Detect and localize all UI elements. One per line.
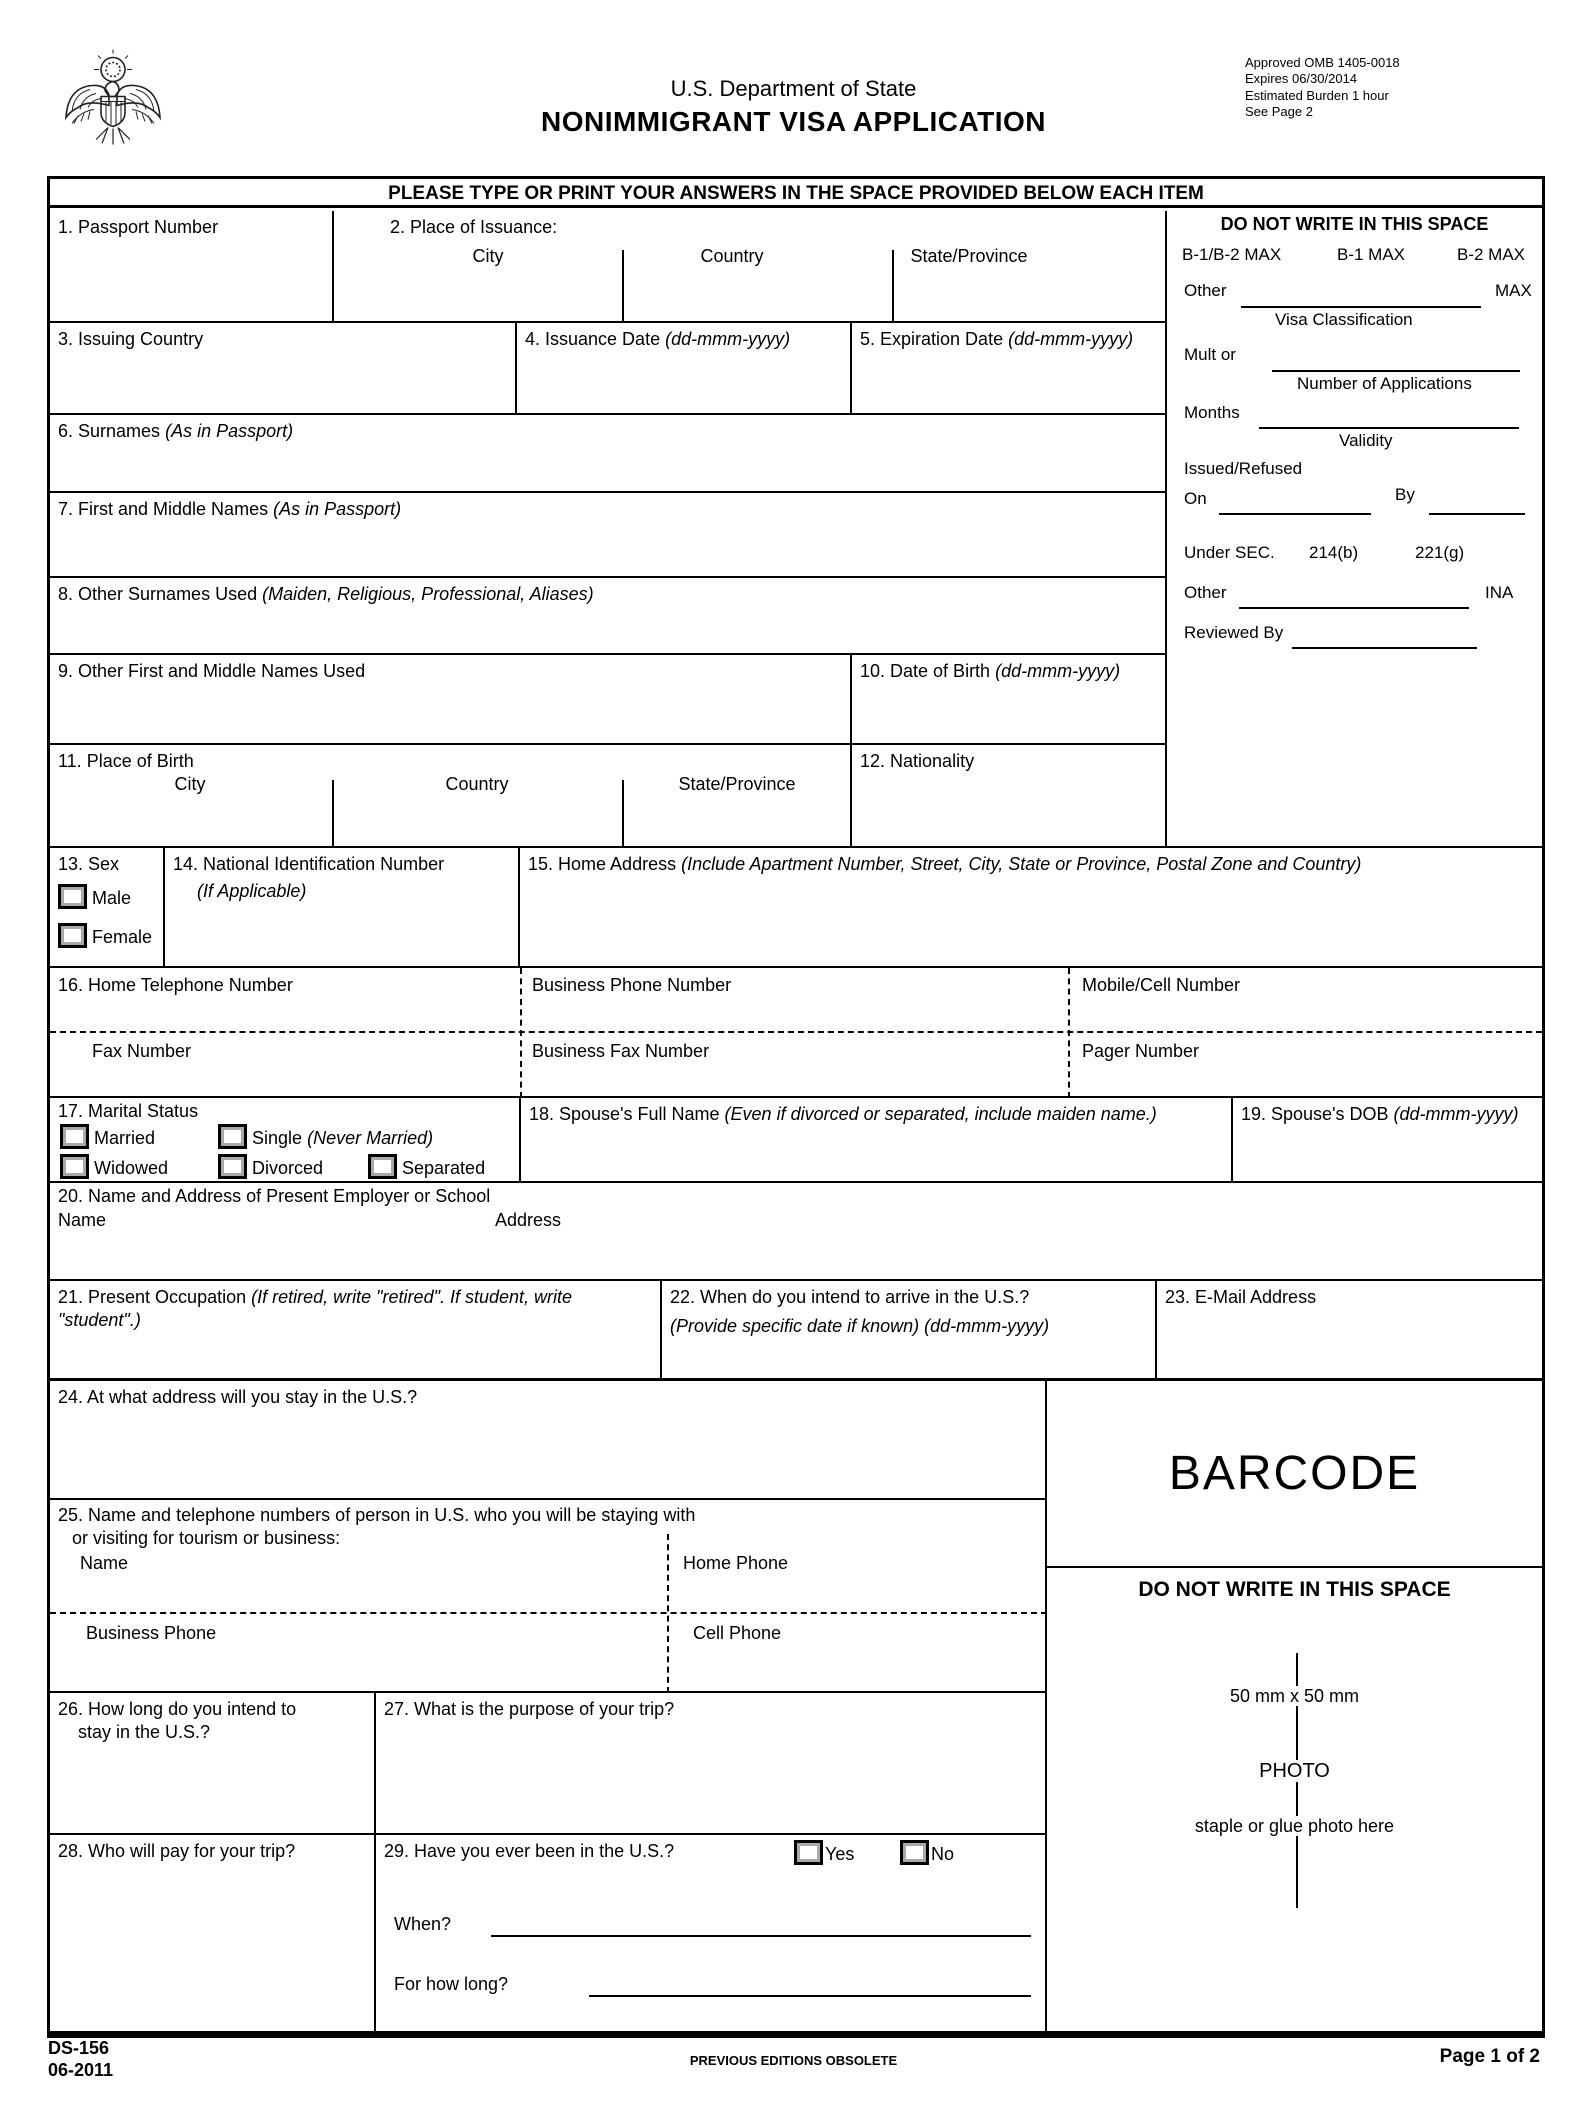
field-26-length-of-stay[interactable]: [50, 1693, 376, 1835]
admin-other-label: Other: [1184, 281, 1227, 300]
admin-reviewed-by-label: Reviewed By: [1184, 623, 1284, 642]
admin-b1-max: B-1 MAX: [1337, 245, 1406, 264]
barcode-area: [1047, 1381, 1542, 1568]
how-long-answer-line[interactable]: [589, 1995, 1031, 1997]
field-1-passport-number[interactable]: [50, 211, 334, 323]
field-3-issuing-country[interactable]: [50, 323, 517, 415]
field-11-label: 11. Place of Birth: [58, 751, 194, 771]
field-14-national-id[interactable]: [165, 848, 520, 968]
omb-see-page: See Page 2: [1245, 103, 1313, 119]
field-26-line1: 26. How long do you intend to: [58, 1699, 297, 1719]
field-8-other-surnames[interactable]: [50, 578, 1165, 655]
business-phone-label: Business Phone Number: [532, 975, 732, 995]
field-9-label: 9. Other First and Middle Names Used: [58, 661, 366, 681]
field-17-label: 17. Marital Status: [58, 1101, 199, 1121]
omb-number: Approved OMB 1405-0018: [1245, 55, 1400, 70]
field-22-hint: (Provide specific date if known) (dd-mmm-yyyy): [670, 1316, 1050, 1337]
contact-business-phone-label: Business Phone: [86, 1623, 217, 1643]
field-12-nationality[interactable]: [852, 745, 1165, 848]
when-answer-line[interactable]: [491, 1935, 1031, 1937]
field-25-line2: or visiting for tourism or business:: [72, 1528, 341, 1549]
field-23-label: 23. E-Mail Address: [1165, 1287, 1317, 1307]
pager-number-label: Pager Number: [1082, 1041, 1200, 1061]
field-27-trip-purpose[interactable]: [376, 1693, 1047, 1835]
employer-address-label: Address: [495, 1210, 562, 1230]
no-checkbox[interactable]: [900, 1840, 929, 1865]
field-2-city-label: City: [472, 246, 504, 266]
field-20-employer-school[interactable]: [50, 1183, 1542, 1281]
divider: [667, 1534, 669, 1693]
admin-validity-label: Validity: [1339, 431, 1393, 450]
photo-area: [1047, 1568, 1542, 2031]
field-21-hint: (If retired, write "retired". If student, write "student".): [58, 1287, 573, 1331]
field-10-date-of-birth[interactable]: [852, 655, 1165, 745]
field-4-hint: (dd-mmm-yyyy): [665, 329, 791, 349]
divider: [1068, 968, 1070, 1098]
instruction-band: PLEASE TYPE OR PRINT YOUR ANSWERS IN THE SPACE PROVIDED BELOW EACH ITEM: [50, 179, 1542, 208]
business-fax-label: Business Fax Number: [532, 1041, 710, 1061]
field-14-hint: (If Applicable): [197, 881, 307, 902]
divider: [332, 780, 334, 848]
widowed-checkbox[interactable]: [60, 1154, 89, 1179]
field-11-place-of-birth[interactable]: [50, 745, 852, 848]
field-20-label: 20. Name and Address of Present Employer or School: [58, 1186, 491, 1206]
fax-number-label: Fax Number: [92, 1041, 192, 1061]
field-2-place-of-issuance[interactable]: [334, 211, 1165, 323]
field-25-line1: 25. Name and telephone numbers of person in U.S. who you will be staying with: [58, 1505, 696, 1525]
field-2-state-label: State/Province: [910, 246, 1028, 266]
admin-on-line: [1219, 513, 1371, 515]
field-19-label: 19. Spouse's DOB: [1241, 1104, 1389, 1124]
field-28-trip-payer[interactable]: [50, 1835, 376, 2031]
barcode-placeholder: BARCODE: [1168, 1447, 1421, 1500]
field-28-label: 28. Who will pay for your trip?: [58, 1841, 296, 1861]
field-4-issuance-date[interactable]: [517, 323, 852, 415]
field-12-label: 12. Nationality: [860, 751, 975, 771]
field-5-label: 5. Expiration Date: [860, 329, 1004, 349]
field-15-home-address[interactable]: [520, 848, 1542, 968]
obsolete-notice: PREVIOUS EDITIONS OBSOLETE: [689, 2053, 898, 2068]
field-17-marital-status: [50, 1098, 521, 1183]
field-6-surnames[interactable]: [50, 415, 1165, 493]
employer-name-label: Name: [58, 1210, 107, 1230]
field-29-been-in-us: [376, 1835, 1047, 2031]
male-checkbox[interactable]: [58, 884, 87, 909]
field-19-spouse-dob[interactable]: [1233, 1098, 1542, 1183]
female-label: Female: [92, 926, 153, 947]
admin-other2-label: Other: [1184, 583, 1227, 602]
how-long-label: For how long?: [394, 1974, 509, 1994]
contact-home-phone-label: Home Phone: [683, 1553, 789, 1573]
admin-other-line: [1241, 306, 1481, 308]
field-24-label: 24. At what address will you stay in the U.S.?: [58, 1387, 418, 1407]
field-26-line2: stay in the U.S.?: [78, 1722, 211, 1743]
field-22-label: 22. When do you intend to arrive in the U.S.?: [670, 1287, 1030, 1307]
field-22-arrival-date[interactable]: [662, 1281, 1157, 1381]
single-checkbox[interactable]: [218, 1124, 247, 1149]
photo-size-label: 50 mm x 50 mm: [1222, 1686, 1367, 1706]
field-6-label: 6. Surnames: [58, 421, 161, 441]
admin-b12-max: B-1/B-2 MAX: [1182, 245, 1282, 264]
admin-b2-max: B-2 MAX: [1457, 245, 1526, 264]
field-7-label: 7. First and Middle Names: [58, 499, 269, 519]
divider: [520, 968, 522, 1098]
separated-label: Separated: [402, 1158, 486, 1178]
admin-visa-classification-label: Visa Classification: [1275, 310, 1413, 329]
field-18-spouse-name[interactable]: [521, 1098, 1233, 1183]
admin-issued-refused-label: Issued/Refused: [1184, 459, 1303, 478]
photo-label: PHOTO: [1251, 1760, 1338, 1782]
divider: [50, 1031, 1542, 1033]
field-27-label: 27. What is the purpose of your trip?: [384, 1699, 675, 1719]
field-2-country-label: Country: [700, 246, 764, 266]
divorced-checkbox[interactable]: [218, 1154, 247, 1179]
page-indicator: Page 1 of 2: [1439, 2046, 1540, 2067]
form-revision: 06-2011: [48, 2059, 114, 2080]
form-title: NONIMMIGRANT VISA APPLICATION: [540, 106, 1046, 137]
admin-mult-line: [1272, 370, 1520, 372]
form-number: DS-156: [48, 2038, 110, 2058]
yes-label: Yes: [825, 1844, 855, 1864]
admin-other2-line: [1239, 607, 1469, 609]
field-13-sex: [50, 848, 165, 968]
contact-name-label: Name: [80, 1553, 129, 1573]
divorced-label: Divorced: [252, 1158, 324, 1178]
omb-burden: Estimated Burden 1 hour: [1245, 87, 1389, 103]
field-1-label: 1. Passport Number: [58, 217, 219, 237]
contact-cell-phone-label: Cell Phone: [693, 1623, 782, 1643]
field-11-city-label: City: [174, 774, 206, 794]
admin-months-label: Months: [1184, 403, 1240, 422]
field-25-contact-person[interactable]: [50, 1500, 1047, 1693]
field-3-label: 3. Issuing Country: [58, 329, 204, 349]
field-6-hint: (As in Passport): [165, 421, 294, 441]
male-label: Male: [92, 888, 132, 909]
field-21-label: 21. Present Occupation: [58, 1287, 247, 1307]
form-grid: [47, 176, 1545, 2038]
field-19-hint: (dd-mmm-yyyy): [1393, 1104, 1519, 1124]
field-23-email-address[interactable]: [1157, 1281, 1542, 1381]
admin-months-line: [1259, 427, 1519, 429]
widowed-label: Widowed: [94, 1158, 169, 1178]
admin-by-label: By: [1395, 485, 1415, 504]
field-15-label: 15. Home Address: [528, 854, 677, 874]
admin-reviewed-by-line: [1292, 647, 1477, 649]
photo-staple-label: staple or glue photo here: [1187, 1816, 1402, 1836]
field-14-label: 14. National Identification Number: [173, 854, 445, 874]
single-hint: (Never Married): [307, 1128, 434, 1148]
admin-mult-label: Mult or: [1184, 345, 1236, 364]
admin-title: DO NOT WRITE IN THIS SPACE: [1220, 214, 1489, 234]
admin-214b-label: 214(b): [1309, 543, 1359, 562]
field-10-hint: (dd-mmm-yyyy): [995, 661, 1121, 681]
field-29-label: 29. Have you ever been in the U.S.?: [384, 1841, 675, 1861]
mobile-cell-label: Mobile/Cell Number: [1082, 975, 1241, 995]
field-18-label: 18. Spouse's Full Name: [529, 1104, 720, 1124]
field-7-first-middle-names[interactable]: [50, 493, 1165, 578]
field-18-hint: (Even if divorced or separated, include maiden name.): [724, 1104, 1157, 1124]
yes-checkbox[interactable]: [794, 1840, 823, 1865]
field-4-label: 4. Issuance Date: [525, 329, 661, 349]
field-21-present-occupation[interactable]: [50, 1281, 662, 1381]
field-11-country-label: Country: [445, 774, 509, 794]
field-11-state-label: State/Province: [678, 774, 796, 794]
field-13-label: 13. Sex: [58, 854, 120, 874]
divider: [892, 250, 894, 323]
field-8-label: 8. Other Surnames Used: [58, 584, 258, 604]
photo-do-not-write-label: DO NOT WRITE IN THIS SPACE: [1138, 1578, 1451, 1601]
field-8-hint: (Maiden, Religious, Professional, Aliases): [262, 584, 594, 604]
field-15-hint: (Include Apartment Number, Street, City, State or Province, Postal Zone and Country): [681, 854, 1362, 874]
field-2-label: 2. Place of Issuance:: [390, 217, 558, 237]
field-16-label: 16. Home Telephone Number: [58, 975, 293, 995]
field-24-us-stay-address[interactable]: [50, 1381, 1047, 1500]
admin-num-apps-label: Number of Applications: [1297, 374, 1472, 393]
no-label: No: [931, 1844, 955, 1864]
married-checkbox[interactable]: [60, 1124, 89, 1149]
omb-approval-block: [1245, 55, 1400, 120]
field-5-hint: (dd-mmm-yyyy): [1008, 329, 1134, 349]
admin-221g-label: 221(g): [1415, 543, 1465, 562]
admin-ina-label: INA: [1485, 583, 1514, 602]
do-not-write-box: [1165, 211, 1542, 848]
omb-expires: Expires 06/30/2014: [1245, 71, 1358, 87]
admin-max-label: MAX: [1495, 281, 1532, 300]
married-label: Married: [94, 1128, 156, 1148]
field-16-phone-numbers[interactable]: [50, 968, 1542, 1098]
female-checkbox[interactable]: [58, 923, 87, 948]
field-5-expiration-date[interactable]: [852, 323, 1165, 415]
field-10-label: 10. Date of Birth: [860, 661, 991, 681]
when-label: When?: [394, 1914, 452, 1934]
single-label: Single: [252, 1128, 303, 1148]
separated-checkbox[interactable]: [368, 1154, 397, 1179]
field-7-hint: (As in Passport): [273, 499, 402, 519]
divider: [622, 250, 624, 323]
field-9-other-first-middle-names[interactable]: [50, 655, 852, 745]
divider: [622, 780, 624, 848]
admin-by-line: [1429, 513, 1525, 515]
divider: [50, 1612, 1047, 1614]
admin-under-sec-label: Under SEC.: [1184, 543, 1275, 562]
admin-on-label: On: [1184, 489, 1207, 508]
agency-name: U.S. Department of State: [670, 76, 917, 101]
